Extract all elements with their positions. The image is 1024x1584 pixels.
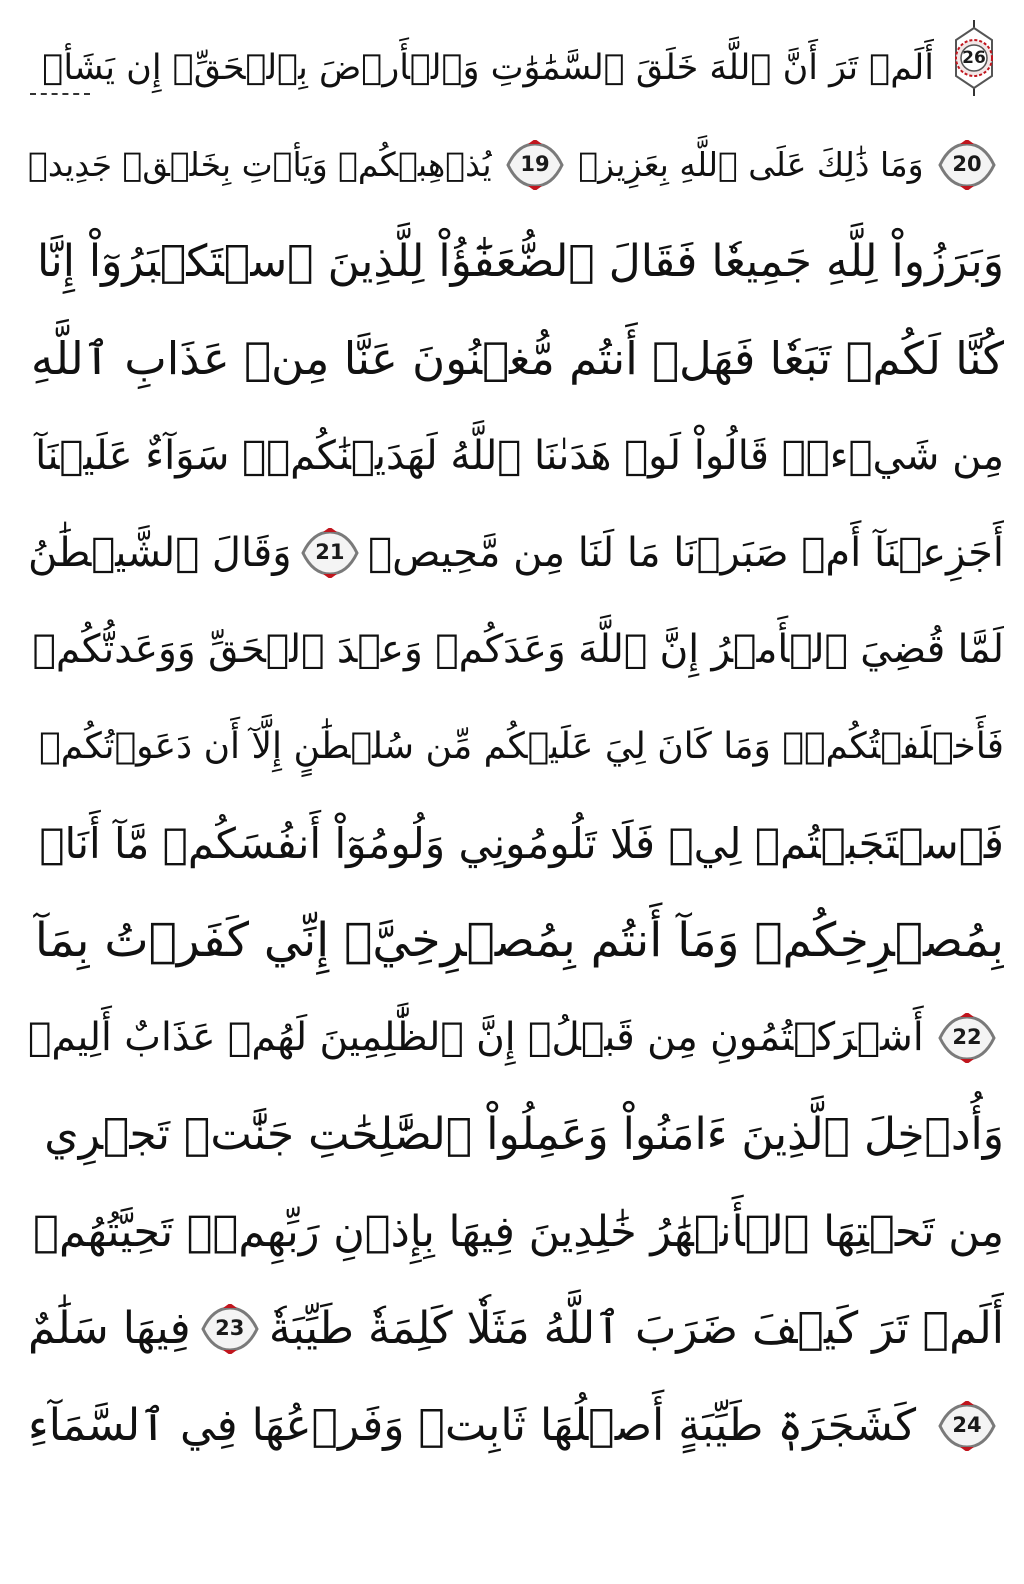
mushaf-line [28,505,1004,601]
ayah-end-marker [936,1013,998,1063]
line-text: وَقَالَ ٱلشَّيۡطَٰنُ [28,530,292,576]
mushaf-line [28,1087,1004,1183]
line-text: يُذۡهِبۡكُمۡ وَيَأۡتِ بِخَلۡقٖ جَدِيدٖ [28,145,492,184]
ayah-number: 24 [952,1413,982,1437]
line-text: بِمُصۡرِخِكُمۡ وَمَآ أَنتُم بِمُصۡرِخِيَّۖ إِنِّي كَفَرۡتُ بِمَآ [34,913,1004,968]
line-text: فَٱسۡتَجَبۡتُمۡ لِيۖ فَلَا تَلُومُونِي وَلُومُوٓاْ أَنفُسَكُمۖ مَّآ أَنَا۠ [39,819,1004,868]
ayah-number: 22 [952,1025,982,1049]
mushaf-line [28,117,1004,213]
page-number-badge [946,18,1002,98]
line-text: أَجَزِعۡنَآ أَمۡ صَبَرۡنَا مَا لَنَا مِن مَّحِيصٖ [368,530,1004,576]
ayah-end-marker [936,1401,998,1451]
line-text: أَلَمۡ تَرَ كَيۡفَ ضَرَبَ ٱللَّهُ مَثَلٗا كَلِمَةٗ طَيِّبَةٗ [268,1303,1004,1354]
mushaf-line [28,893,1004,989]
line-text: وَأُدۡخِلَ ٱلَّذِينَ ءَامَنُواْ وَعَمِلُواْ ٱلصَّٰلِحَٰتِ جَنَّٰتٖ تَجۡرِي [44,1109,1004,1160]
ayah-number: 21 [315,540,345,564]
line-text: مِن تَحۡتِهَا ٱلۡأَنۡهَٰرُ خَٰلِدِينَ فِيهَا بِإِذۡنِ رَبِّهِمۡۖ تَحِيَّتُهُمۡ [33,1207,1004,1257]
line-text: لَمَّا قُضِيَ ٱلۡأَمۡرُ إِنَّ ٱللَّهَ وَعَدَكُمۡ وَعۡدَ ٱلۡحَقِّ وَوَعَدتُّكُمۡ [32,627,1004,672]
line-text: فَأَخۡلَفۡتُكُمۡۖ وَمَا كَانَ لِيَ عَلَيۡكُم مِّن سُلۡطَٰنٍ إِلَّآ أَن دَعَوۡتُكُمۡ [39,726,1004,767]
mushaf-line [28,1378,1004,1474]
line-text: أَشۡرَكۡتُمُونِ مِن قَبۡلُۗ إِنَّ ٱلظَّٰلِمِينَ لَهُمۡ عَذَابٌ أَلِيمٞ [28,1015,924,1060]
ayah-end-marker [936,140,998,190]
mushaf-line [28,20,934,116]
mushaf-line [28,1184,1004,1280]
mushaf-line [28,699,1004,795]
mushaf-line [28,311,1004,407]
line-text: مِن شَيۡءٖۚ قَالُواْ لَوۡ هَدَىٰنَا ٱللَّهُ لَهَدَيۡنَٰكُمۡۖ سَوَآءٌ عَلَيۡنَآ [35,433,1004,479]
line-text: وَمَا ذَٰلِكَ عَلَى ٱللَّهِ بِعَزِيزٖ [578,145,924,184]
line-text: فِيهَا سَلَٰمٌ [28,1303,191,1354]
ayah-end-marker [199,1304,261,1354]
mushaf-line [28,214,1004,310]
line-text: أَلَمۡ تَرَ أَنَّ ٱللَّهَ خَلَقَ ٱلسَّمَٰوَٰتِ وَٱلۡأَرۡضَ بِٱلۡحَقِّۚ إِن يَشَأۡ [42,48,934,88]
mushaf-line [28,602,1004,698]
ayah-number: 19 [520,152,550,176]
page-number: 26 [962,48,986,68]
ayah-end-marker [299,528,361,578]
ayah-number: 23 [215,1316,245,1340]
mushaf-line [28,990,1004,1086]
ayah-number: 20 [952,152,982,176]
line-text: كَشَجَرَةٖ طَيِّبَةٍ أَصۡلُهَا ثَابِتٞ وَفَرۡعُهَا فِي ٱلسَّمَآءِ [28,1400,917,1451]
mushaf-line [28,796,1004,892]
line-text: كُنَّا لَكُمۡ تَبَعٗا فَهَلۡ أَنتُم مُّغۡنُونَ عَنَّا مِنۡ عَذَابِ ٱللَّهِ [30,332,1004,385]
mushaf-line [28,1281,1004,1377]
ayah-end-marker [504,140,566,190]
line-text: وَبَرَزُواْ لِلَّهِ جَمِيعٗا فَقَالَ ٱلضُّعَفَٰٓؤُاْ لِلَّذِينَ ٱسۡتَكۡبَرُوٓاْ إِنَّا [37,236,1004,287]
mushaf-line [28,408,1004,504]
